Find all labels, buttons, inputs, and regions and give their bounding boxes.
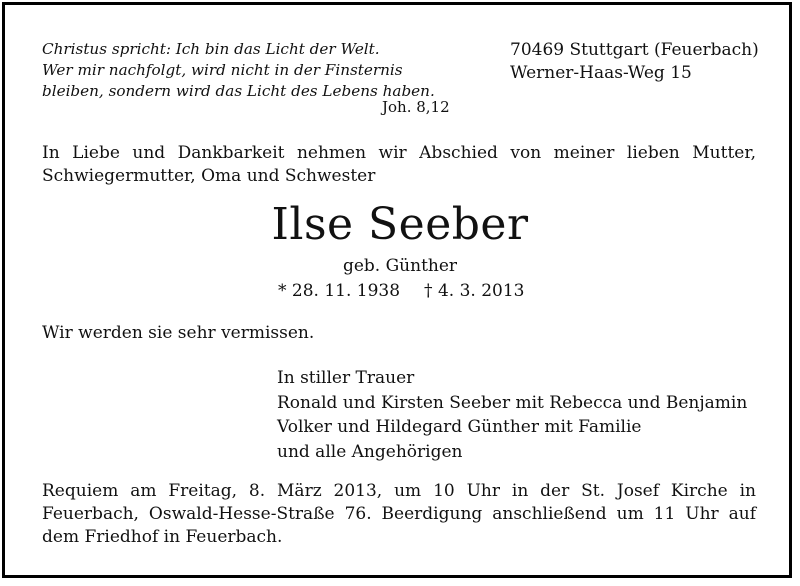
requiem-text: Requiem am Freitag, 8. März 2013, um 10 Uhr in der St. Josef Kirche in Feuerbach, Oswald-Hesse-Straße 76. Beerdigung anschließend um 11 Uhr auf dem Friedhof in Feuerbach. — [42, 481, 756, 547]
life-dates — [278, 280, 524, 302]
maiden-name: geb. Günther — [342, 256, 458, 276]
address-city: 70469 Stuttgart (Feuerbach) — [510, 40, 759, 60]
mourners-heading: In stiller Trauer — [277, 368, 415, 388]
quote-line: bleiben, sondern wird das Licht des Lebens haben. — [42, 82, 435, 100]
quote-line: Christus spricht: Ich bin das Licht der Welt. — [42, 40, 380, 58]
intro-text: In Liebe und Dankbarkeit nehmen wir Abschied von meiner lieben Mutter, Schwiegermutter, Oma und Schwester — [42, 143, 756, 186]
bible-quote — [42, 39, 435, 102]
death-date: † 4. 3. 2013 — [424, 281, 525, 301]
address-street: Werner-Haas-Weg 15 — [510, 63, 692, 83]
mourner-line: und alle Angehörigen — [277, 441, 463, 462]
quote-reference: Joh. 8,12 — [382, 98, 450, 116]
closing-text: Wir werden sie sehr vermissen. — [42, 323, 315, 343]
mourners-block — [277, 366, 747, 464]
deceased-name: Ilse Seeber — [271, 199, 529, 250]
mourner-line: Ronald und Kirsten Seeber mit Rebecca und Benjamin — [277, 392, 748, 413]
mourner-line: Volker und Hildegard Günther mit Familie — [277, 417, 642, 437]
quote-line: Wer mir nachfolgt, wird nicht in der Finsternis — [42, 61, 403, 79]
address-block — [510, 39, 759, 85]
birth-date: * 28. 11. 1938 — [278, 281, 401, 301]
